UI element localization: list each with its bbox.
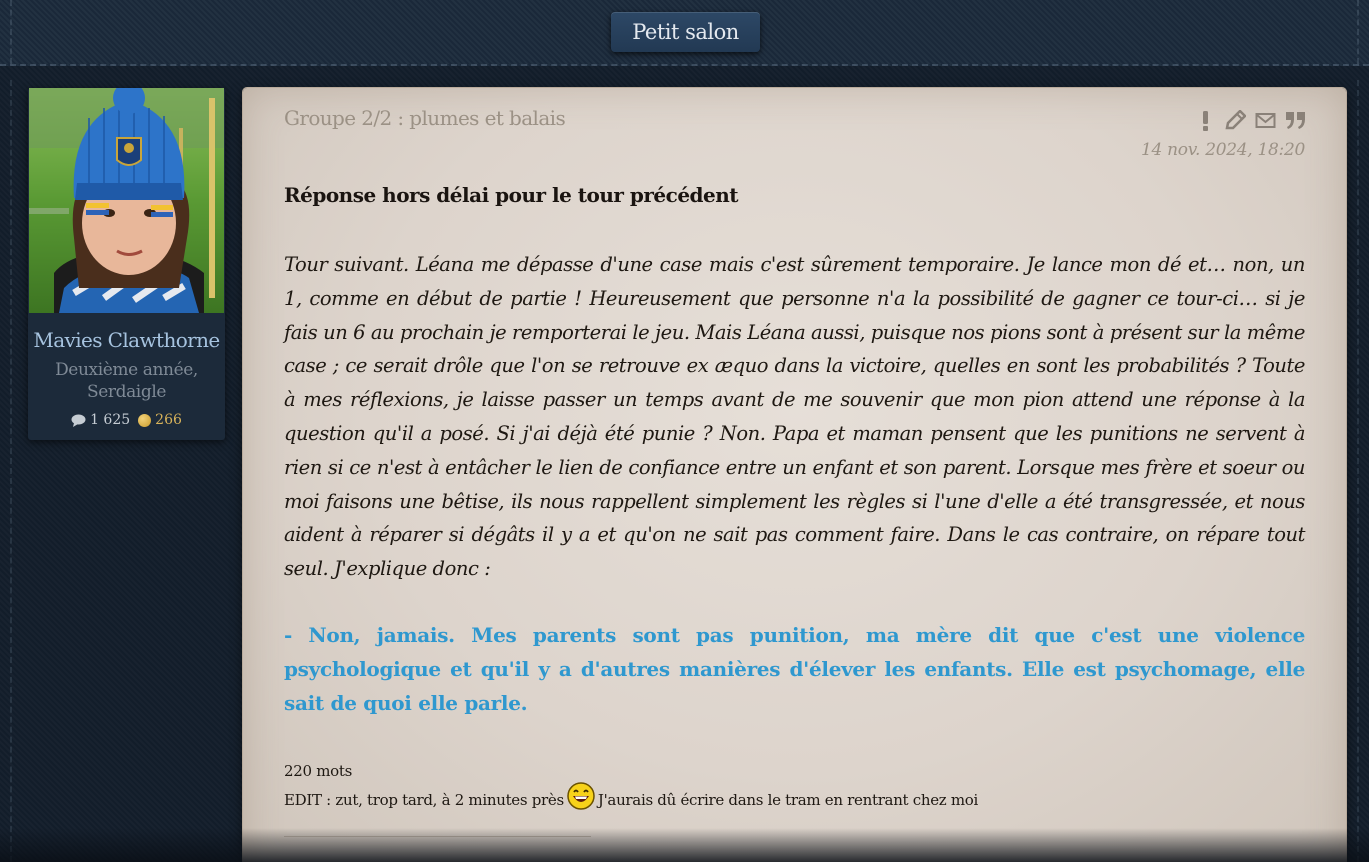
post-body: Tour suivant. Léana me dépasse d'une case mais c'est sûrement temporaire. Je lance mon dé et… non, un 1, comme en début de partie ! Heureusement que personne n'a la possibilité de gagner ce tour-ci… si je fais un 6 au prochain je remporterai le jeu. Mais Léana aussi, puisque nos pions sont à présent sur la même case ; ce serait drôle que l'on se retrouve ex æquo dans la victoire, quelles en sont les probabilités ? Toute à mes réflexions, je laisse passer un temps avant de me souvenir que mon pion attend une réponse à la question qu'il a posé. Si j'ai déjà été punie ? Non. Papa et maman pensent que les punitions ne servent à rien si ce n'est à entâcher le lien de confiance entre un enfant et son parent. Lorsque mes frère et soeur ou moi faisons une bêtise, ils nous rappellent simplement les règles si l'une d'elle a été transgressée, et nous aident à réparer si dégâts il y a et qu'on ne sait pas comment faire. Dans le cas contraire, on répare tout seul. J'explique donc : bbox=[284, 253, 1305, 581]
post-heading: Réponse hors délai pour le tour précédent bbox=[284, 183, 739, 207]
quote-icon[interactable] bbox=[1285, 110, 1306, 132]
post-dialogue: - Non, jamais. Mes parents sont pas punition, ma mère dit que c'est une violence psychologique et qu'il y a d'autres manières d'élever les enfants. Elle est psychomage, elle sait de quoi elle parle. bbox=[284, 623, 1305, 715]
message-count: 1 625 bbox=[90, 412, 131, 428]
edit-note-text: EDIT : zut, trop tard, à 2 minutes près bbox=[284, 791, 564, 809]
post-date: 14 nov. 2024, 18:20 bbox=[1141, 140, 1305, 160]
report-icon[interactable] bbox=[1195, 110, 1216, 132]
stitch-decoration bbox=[10, 0, 12, 64]
stitch-decoration bbox=[1357, 80, 1359, 862]
author-rank: Deuxième année, Serdaigle bbox=[55, 360, 198, 402]
signature-divider bbox=[284, 836, 591, 837]
author-name[interactable]: Mavies Clawthorne bbox=[33, 328, 220, 352]
message-icon[interactable] bbox=[1255, 110, 1276, 132]
stitch-decoration bbox=[1357, 0, 1359, 64]
post-title[interactable]: Groupe 2/2 : plumes et balais bbox=[284, 106, 566, 130]
edit-note-text-end: J'aurais dû écrire dans le tram en rentrant chez moi bbox=[597, 791, 979, 809]
coin-icon bbox=[138, 414, 151, 427]
avatar-image bbox=[29, 88, 224, 313]
avatar[interactable] bbox=[29, 88, 224, 313]
author-profile-card bbox=[28, 88, 225, 440]
edit-icon[interactable] bbox=[1225, 110, 1246, 132]
edit-note bbox=[284, 786, 978, 814]
author-stats bbox=[28, 412, 225, 428]
room-title[interactable]: Petit salon bbox=[611, 12, 760, 52]
forum-post bbox=[243, 88, 1346, 862]
coin-count: 266 bbox=[155, 412, 182, 428]
laughing-smiley-icon bbox=[567, 782, 595, 810]
stitch-decoration bbox=[10, 80, 12, 862]
word-count: 220 mots bbox=[284, 762, 352, 780]
speech-bubble-icon bbox=[71, 414, 86, 427]
post-actions bbox=[1195, 110, 1306, 132]
